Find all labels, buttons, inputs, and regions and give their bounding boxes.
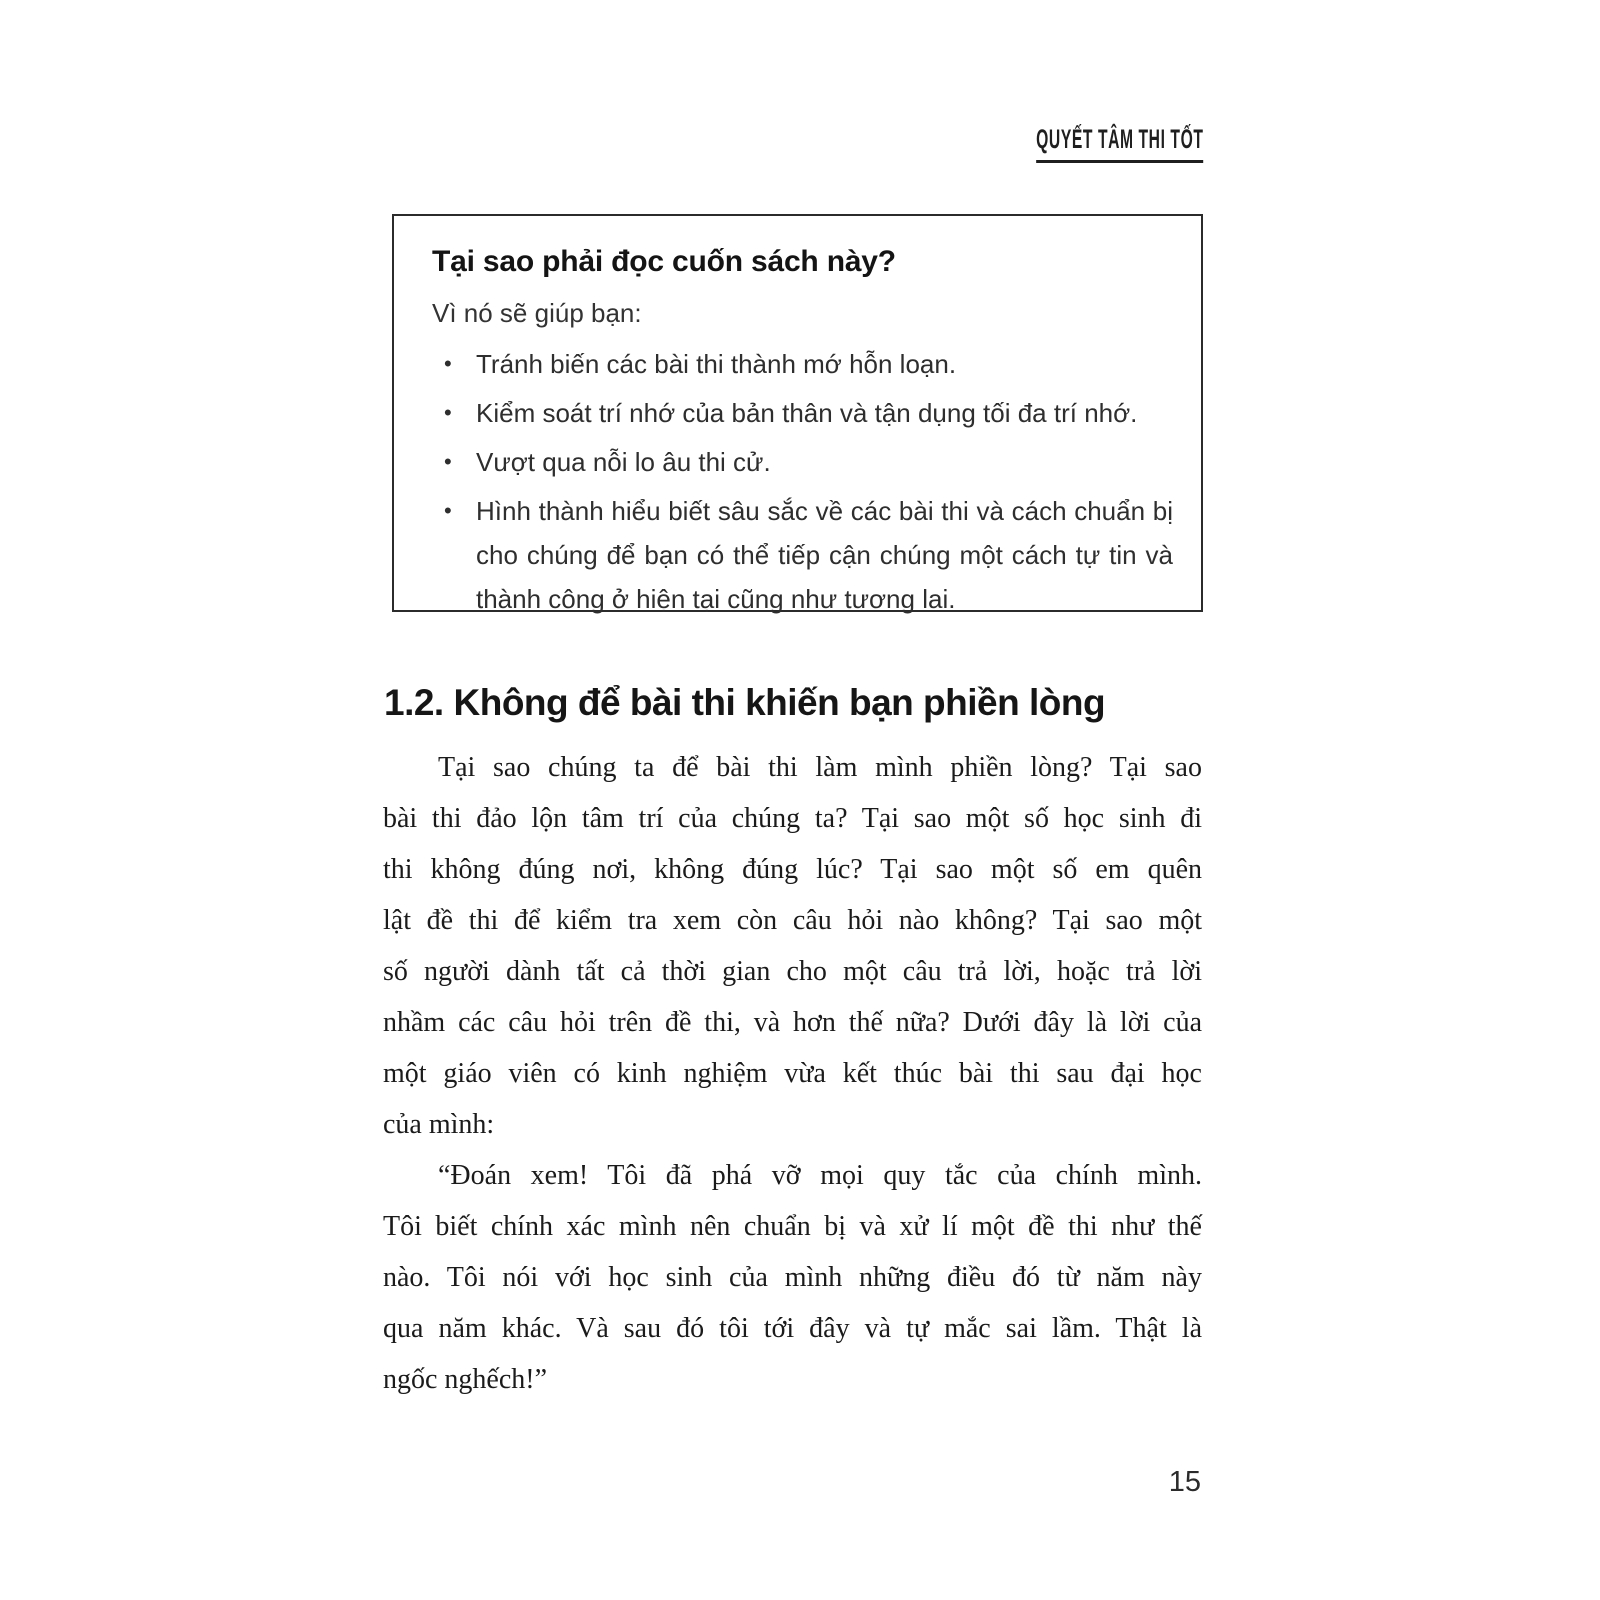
paragraph	[383, 742, 1202, 1150]
list-item	[432, 440, 1173, 484]
list-item	[432, 391, 1173, 435]
text-line: bài thi đảo lộn tâm trí của chúng ta? Tại sao một số học sinh đi	[383, 803, 1202, 834]
bullet-icon: •	[444, 449, 452, 474]
list-item	[432, 342, 1173, 386]
body-text	[383, 742, 1202, 1405]
text-line: “Đoán xem! Tôi đã phá vỡ mọi quy tắc của chính mình.	[438, 1160, 1202, 1191]
text-line: ngốc nghếch!”	[383, 1364, 548, 1395]
bullet-icon: •	[444, 400, 452, 425]
list-item-text: Vượt qua nỗi lo âu thi cử.	[476, 447, 771, 477]
list-item	[432, 489, 1173, 621]
info-box-title: Tại sao phải đọc cuốn sách này?	[432, 245, 896, 278]
section-heading: 1.2. Không để bài thi khiến bạn phiền lòng	[384, 682, 1106, 723]
text-line: số người dành tất cả thời gian cho một câu trả lời, hoặc trả lời	[383, 956, 1202, 987]
text-line: của mình:	[383, 1109, 495, 1140]
bullet-list	[432, 342, 1173, 621]
text-line: thi không đúng nơi, không đúng lúc? Tại sao một số em quên	[383, 854, 1202, 885]
text-line: qua năm khác. Và sau đó tôi tới đây và tự mắc sai lầm. Thật là	[383, 1313, 1202, 1344]
page-number: 15	[1168, 1466, 1201, 1498]
text-line: nhầm các câu hỏi trên đề thi, và hơn thế nữa? Dưới đây là lời của	[383, 1007, 1202, 1038]
info-box-intro: Vì nó sẽ giúp bạn:	[432, 298, 642, 328]
list-item-text: Hình thành hiểu biết sâu sắc về các bài thi và cách chuẩn bị cho chúng để bạn có thể tiếp cận chúng một cách tự tin và thành công ở hiện tại cũng như tương lai.	[476, 496, 1173, 614]
list-item-text: Kiểm soát trí nhớ của bản thân và tận dụng tối đa trí nhớ.	[476, 398, 1138, 428]
text-line: một giáo viên có kinh nghiệm vừa kết thúc bài thi sau đại học	[383, 1058, 1202, 1089]
why-read-info-box	[392, 214, 1203, 612]
paragraph	[383, 1150, 1202, 1405]
running-header	[915, 124, 1203, 163]
bullet-icon: •	[444, 498, 452, 523]
text-line: Tôi biết chính xác mình nên chuẩn bị và xử lí một đề thi như thế	[383, 1211, 1202, 1242]
running-header-text: QUYẾT TÂM THI TỐT	[1036, 124, 1203, 163]
bullet-icon: •	[444, 351, 452, 376]
text-line: lật đề thi để kiểm tra xem còn câu hỏi nào không? Tại sao một	[383, 905, 1202, 936]
list-item-text: Tránh biến các bài thi thành mớ hỗn loạn.	[476, 349, 957, 379]
text-line: Tại sao chúng ta để bài thi làm mình phiền lòng? Tại sao	[438, 752, 1202, 783]
text-line: nào. Tôi nói với học sinh của mình những điều đó từ năm này	[383, 1262, 1202, 1293]
